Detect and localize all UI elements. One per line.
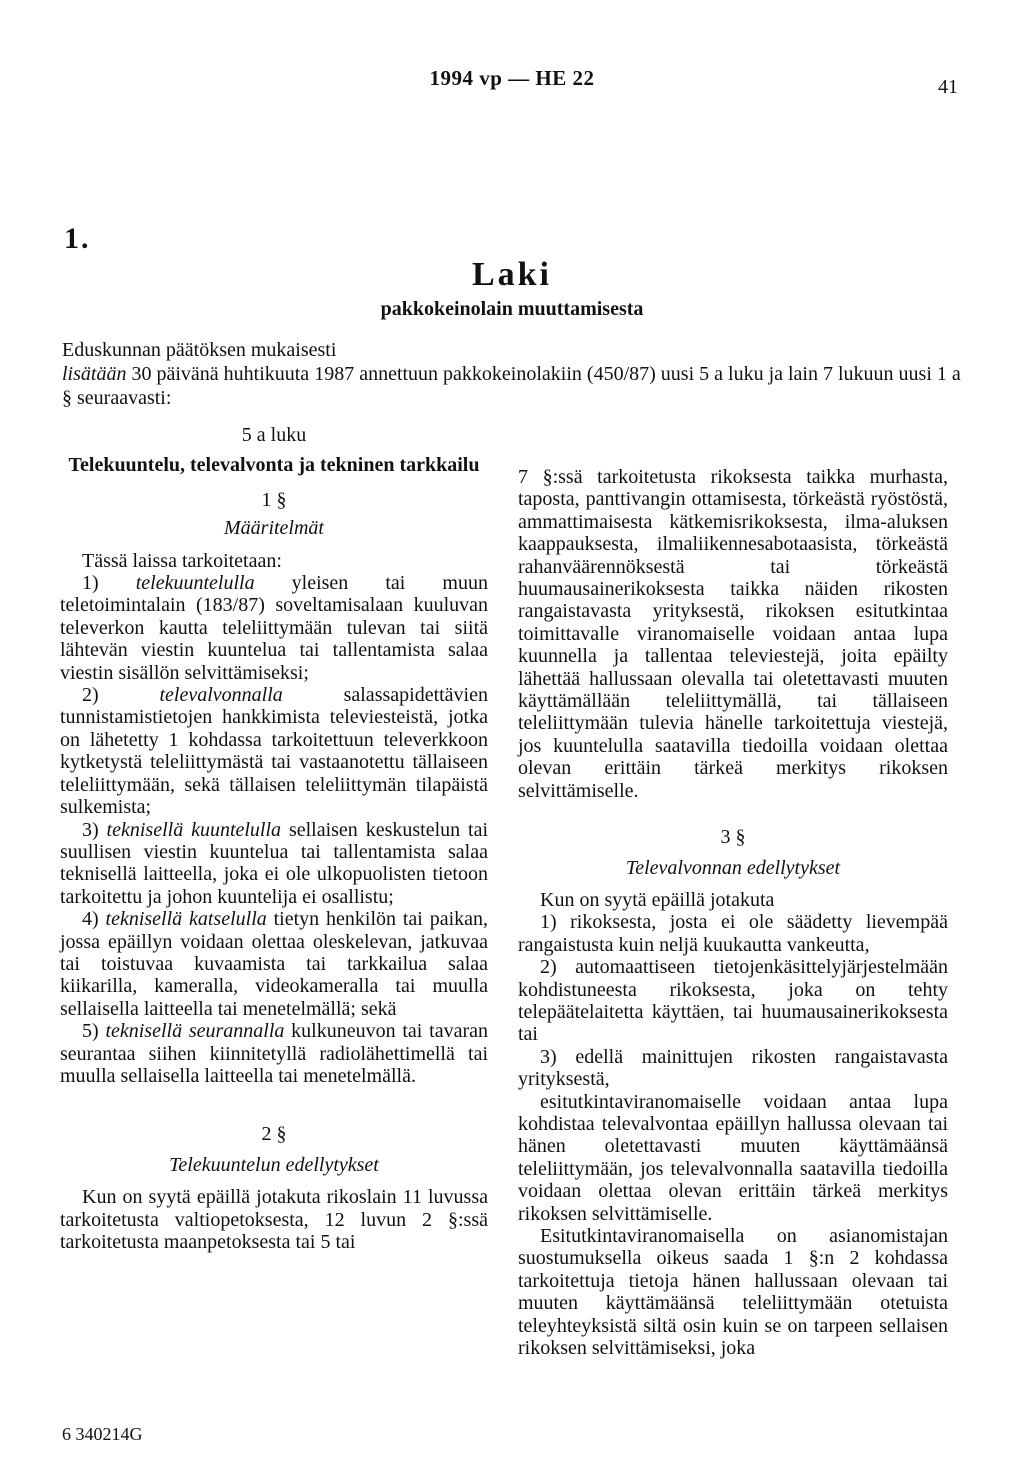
section-3-number: 3 § bbox=[720, 826, 746, 849]
enactment-emphasis: lisätään bbox=[62, 363, 127, 385]
enactment-rest: 30 päivänä huhtikuuta 1987 annettuun pakkokeinolakiin (450/87) uusi 5 a luku ja lain 7 lukuun uusi 1 a § seuraavasti: bbox=[62, 363, 961, 409]
enactment-clause bbox=[62, 338, 966, 410]
item-text: sellaisen keskustelun tai suullisen viestin kuuntelua tai tallentamista salaa teknisellä laitteella, joka ei ole ulkopuolisten tietoon tarkoitettu ja johon kuuntelija ei osallistu; bbox=[60, 818, 488, 908]
section-2-number: 2 § bbox=[261, 1123, 287, 1146]
item-text: yleisen tai muun teletoimintalain (183/87) soveltamisalaan kuuluvan televerkon kautta teleliittymään tulevan tai siitä lähtevän viestin kuuntelua tai tallentamista salaa viestin sisällön selvittämiseksi; bbox=[60, 572, 488, 684]
running-header: 1994 vp — HE 22 bbox=[429, 66, 595, 90]
section-3-paragraph: Esitutkintaviranomaisella on asianomistajan suostumuksella oikeus saada 1 §:n 2 kohdassa tarkoitettuja tietoja hänen hallussaan olevaan tai muuten käyttämäänsä teleliittymään otetuista teleyhteyksistä siltä osin kuin se on tarpeen sellaisen rikoksen selvittämiseksi, joka bbox=[518, 1225, 948, 1360]
item-number: 4) bbox=[82, 908, 106, 931]
item-number: 3) bbox=[82, 818, 107, 841]
page-number: 41 bbox=[938, 76, 958, 98]
item-text: tietyn henkilön tai paikan, jossa epäillyn voidaan olettaa oleskelevan, jatkuvaa tai toistuvaa kuvaamista tai tarkkailua salaa kiikarilla, kameralla, videokameralla tai muulla sellaisella laitteella tai menetelmällä; sekä bbox=[60, 908, 489, 1020]
definition-item bbox=[60, 684, 488, 818]
defined-term: teknisellä seurannalla bbox=[105, 1020, 285, 1043]
chapter-title: Telekuuntelu, televalvonta ja tekninen tarkkailu bbox=[68, 454, 480, 477]
section-3-intro: Kun on syytä epäillä jotakuta bbox=[540, 888, 775, 911]
enactment-line: Eduskunnan päätöksen mukaisesti bbox=[62, 339, 337, 361]
item-text: kulkuneuvon tai tavaran seurantaa siihen kiinnitetyllä radiolähettimellä tai muulla sellaisella laitteella tai menetelmällä. bbox=[60, 1020, 488, 1087]
item-text: salassapidettävien tunnistamistietojen hankkimista televiesteistä, jotka on lähetetty 1 kohdassa tarkoitettuun televerkkoon kytketystä teleliittymästä tai vastaanotettu tällaiseen teleliittymään, sekä tällaisen teleliittymän tilapäistä sulkemista; bbox=[60, 684, 488, 819]
section-2-continuation: 7 §:ssä tarkoitetusta rikoksesta taikka murhasta, taposta, panttivangin ottamisesta, törkeästä ryöstöstä, ammattimaisesta kätkemisrikoksesta, ilma-aluksen kaappauksesta, ilmaliikennesabotaasista, törkeästä rahanväärennöksestä tai törkeästä huumausainerikoksesta taikka näiden rikosten rangaistavasta yrityksestä, rikoksen esitutkintaa toimittavalle viranomaiselle voidaan antaa lupa kuunnella ja tallentaa televiestejä, joita epäilty lähettää hallussaan olevalla tai oletettavasti muuten käyttämällään teleliittymällä, tai tällaiseen teleliittymään tulevia hänelle tarkoitettuja viestejä, jos kuuntelulla saatavilla tiedoilla voidaan olettaa olevan erittäin tärkeä merkitys rikoksen selvittämiselle. bbox=[518, 466, 948, 802]
definition-item bbox=[60, 1020, 488, 1087]
section-2-text: Kun on syytä epäillä jotakuta rikoslain 11 luvussa tarkoitetusta valtiopetoksesta, 12 luvun 2 §:ssä tarkoitetusta maanpetoksesta tai 5 tai bbox=[60, 1186, 488, 1253]
item-number: 5) bbox=[82, 1020, 106, 1043]
left-column bbox=[60, 424, 488, 1253]
section-3-paragraph: esitutkintaviranomaiselle voidaan antaa lupa kohdistaa televalvontaa epäillyn hallussa olevaan tai hänen oletettavasti muuten käyttämäänsä teleliittymään, jos televalvonnalla saatavilla tiedoilla voidaan olettaa olevan erittäin tärkeä merkitys rikoksen selvittämiselle. bbox=[518, 1090, 948, 1225]
law-subtitle: pakkokeinolain muuttamisesta bbox=[380, 298, 644, 320]
definition-item bbox=[60, 819, 488, 909]
section-3-heading: Televalvonnan edellytykset bbox=[625, 856, 841, 879]
section-1-number: 1 § bbox=[261, 488, 287, 511]
defined-term: telekuuntelulla bbox=[135, 572, 255, 595]
section-number: 1. bbox=[64, 222, 91, 255]
definition-item bbox=[60, 908, 488, 1020]
chapter-number: 5 a luku bbox=[241, 424, 307, 446]
defined-term: televalvonnalla bbox=[159, 684, 283, 707]
definition-item bbox=[60, 572, 488, 684]
right-column bbox=[518, 466, 948, 1359]
section-2-heading: Telekuuntelun edellytykset bbox=[169, 1153, 379, 1176]
section-3-item: 3) edellä mainittujen rikosten rangaistavasta yrityksestä, bbox=[518, 1045, 948, 1091]
print-code: 6 340214G bbox=[62, 1424, 143, 1444]
item-number: 1) bbox=[82, 572, 136, 595]
item-number: 2) bbox=[82, 684, 160, 707]
section-1-intro: Tässä laissa tarkoitetaan: bbox=[82, 549, 282, 572]
section-1-heading: Määritelmät bbox=[224, 517, 324, 540]
section-3-item: 2) automaattiseen tietojenkäsittelyjärjestelmään kohdistuneesta rikoksesta, joka on tehty telepäätelaitetta käyttäen, tai huumausainerikoksesta tai bbox=[518, 956, 948, 1046]
enactment-text bbox=[62, 362, 966, 410]
defined-term: teknisellä kuuntelulla bbox=[106, 818, 282, 841]
defined-term: teknisellä katselulla bbox=[105, 908, 267, 931]
section-3-item: 1) rikoksesta, josta ei ole säädetty lievempää rangaistusta kuin neljä kuukautta vankeutta, bbox=[518, 911, 948, 956]
law-title: Laki bbox=[471, 256, 553, 293]
